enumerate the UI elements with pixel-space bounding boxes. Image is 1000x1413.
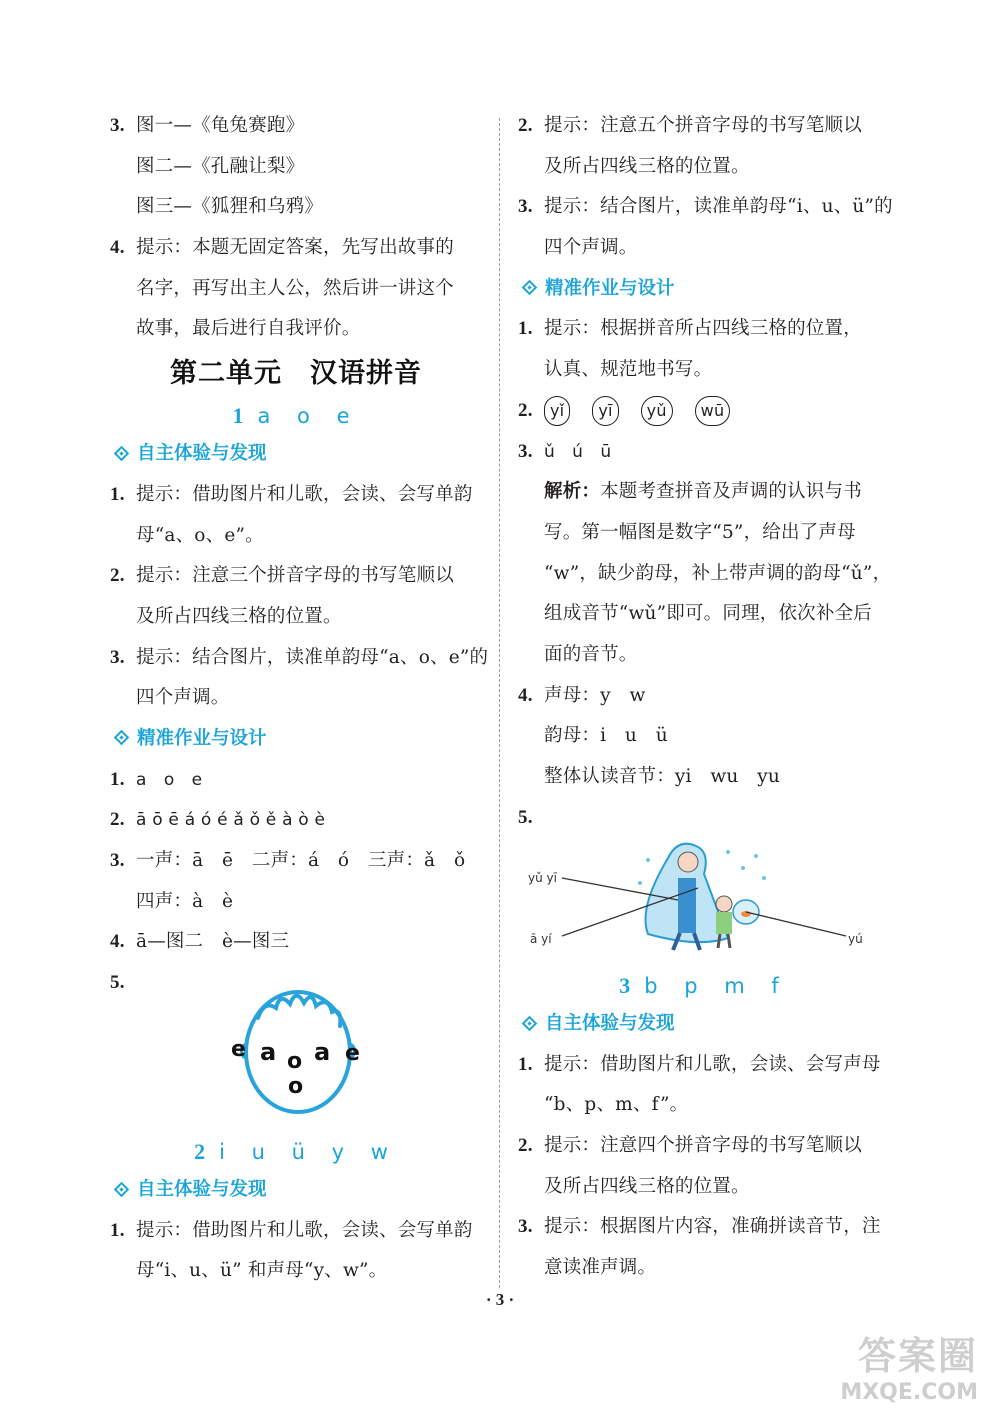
diamond-icon (114, 445, 130, 461)
child-body (716, 912, 732, 934)
child-head (716, 896, 732, 912)
lesson-title: 2 i u ü y w (194, 1139, 398, 1164)
watermark: 答案圈 MXQE.COM (840, 1334, 978, 1405)
illus-label: yú (848, 932, 863, 946)
illus-label: yǔ yī (528, 871, 557, 885)
match-line (746, 912, 846, 936)
face-letter: o (287, 1049, 303, 1074)
analysis-line: 组成音节“wǔ”即可。同理，依次补全后 (544, 603, 872, 625)
answer-line: 及所占四线三格的位置。 (136, 605, 342, 627)
answer-line: 四声：à è (136, 890, 234, 912)
answer-line: 名字，再写出主人公，然后讲一讲这个 (136, 277, 454, 299)
mother-head (678, 852, 698, 872)
face-illustration (228, 978, 368, 1118)
answer-item: 3. 提示：结合图片，读准单韵母“a、o、e”的 (110, 646, 489, 668)
rain-illustration (528, 838, 868, 958)
lesson-title: 3 b p m f (619, 973, 789, 998)
fish (741, 911, 751, 917)
answer-line: 图二—《孔融让梨》 (136, 155, 305, 177)
section-heading: 自主体验与发现 (518, 1004, 890, 1045)
answer-item: 2. yǐ yī yǔ wū (518, 391, 890, 432)
answer-line: 及所占四线三格的位置。 (544, 1175, 750, 1197)
circled-syllable: wū (695, 396, 731, 426)
answer-item: 3. 图一—《龟兔赛跑》 (110, 115, 305, 136)
face-letter: a (260, 1038, 277, 1066)
diamond-icon (114, 730, 130, 746)
right-column (518, 106, 893, 838)
answer-item: 4. ā—图二 è—图三 (110, 931, 290, 953)
circled-syllable: yī (592, 396, 618, 426)
section-heading: 自主体验与发现 (110, 434, 482, 475)
analysis-line: 写。第一幅图是数字“5”，给出了声母 (544, 521, 856, 543)
page-number: · 3 · (485, 1290, 515, 1309)
diamond-icon (114, 1181, 130, 1197)
illus-label: ā yí (530, 932, 552, 946)
answer-item: 3. 提示：根据图片内容，准确拼读音节，注 (518, 1216, 881, 1238)
answer-line: “b、p、m、f”。 (544, 1094, 689, 1116)
answer-item: 4. 提示：本题无固定答案，先写出故事的 (110, 237, 454, 259)
section-heading: 精准作业与设计 (518, 269, 890, 310)
answer-line: 母“a、o、e”。 (136, 524, 264, 546)
column-divider (499, 118, 500, 1288)
answer-item: 5. (518, 806, 533, 828)
answer-line: 意读准声调。 (544, 1257, 657, 1279)
unit-title: 第二单元 汉语拼音 (170, 358, 422, 390)
answer-line: 母“i、u、ü” 和声母“y、w”。 (136, 1260, 388, 1282)
answer-line: 韵母：i u ü (544, 725, 668, 747)
answer-item: 5. (110, 972, 125, 994)
section-heading: 自主体验与发现 (110, 1170, 482, 1211)
answer-item: 1. a o e (110, 768, 203, 790)
circled-syllable: yǔ (641, 396, 673, 426)
diamond-icon (522, 280, 538, 296)
answer-line: 认真、规范地书写。 (544, 359, 713, 381)
answer-line: 四个声调。 (544, 237, 638, 259)
answer-line: 整体认读音节：yi wu yu (544, 766, 780, 787)
answer-item: 3. 提示：结合图片，读准单韵母“i、u、ü”的 (518, 196, 893, 218)
answer-line: 四个声调。 (136, 687, 230, 709)
right-column-lower (518, 968, 890, 1289)
analysis-line: “w”，缺少韵母，补上带声调的韵母“ǔ”， (544, 562, 892, 584)
circled-syllable: yǐ (544, 396, 570, 426)
left-column-lower (110, 1134, 482, 1292)
face-letter: a (314, 1038, 331, 1066)
face-letter: e (345, 1041, 360, 1066)
left-column (110, 106, 489, 1004)
face-letter: e (231, 1037, 246, 1062)
analysis-line: 解析：本题考查拼音及声调的认识与书 (544, 481, 862, 503)
face-letter: o (288, 1074, 304, 1099)
answer-line: 图三—《狐狸和乌鸦》 (136, 196, 324, 218)
answer-item: 3. 一声：ā ē 二声：á ó 三声：ǎ ǒ (110, 850, 466, 871)
answer-item: 2. 提示：注意四个拼音字母的书写笔顺以 (518, 1135, 862, 1157)
answer-line: 及所占四线三格的位置。 (544, 155, 750, 177)
answer-item: 1. 提示：借助图片和儿歌，会读、会写单韵 (110, 483, 473, 505)
answer-item: 1. 提示：借助图片和儿歌，会读、会写声母 (518, 1053, 881, 1075)
answer-item: 1. 提示：借助图片和儿歌，会读、会写单韵 (110, 1219, 473, 1241)
section-heading: 精准作业与设计 (110, 719, 482, 760)
analysis-line: 面的音节。 (544, 643, 638, 665)
answer-item: 4. 声母：y w (518, 684, 646, 706)
answer-line: 故事，最后进行自我评价。 (136, 318, 361, 340)
diamond-icon (522, 1015, 538, 1031)
answer-item: 3. ǔ ú ū (518, 440, 612, 462)
answer-item: 2. 提示：注意三个拼音字母的书写笔顺以 (110, 565, 454, 587)
mother-body (678, 878, 696, 933)
answer-item: 1. 提示：根据拼音所占四线三格的位置， (518, 318, 862, 340)
answer-item: 2. ā ō ē á ó é ǎ ǒ ě à ò è (110, 809, 326, 831)
answer-item: 2. 提示：注意五个拼音字母的书写笔顺以 (518, 115, 862, 136)
lesson-title: 1 a o e (232, 403, 360, 429)
